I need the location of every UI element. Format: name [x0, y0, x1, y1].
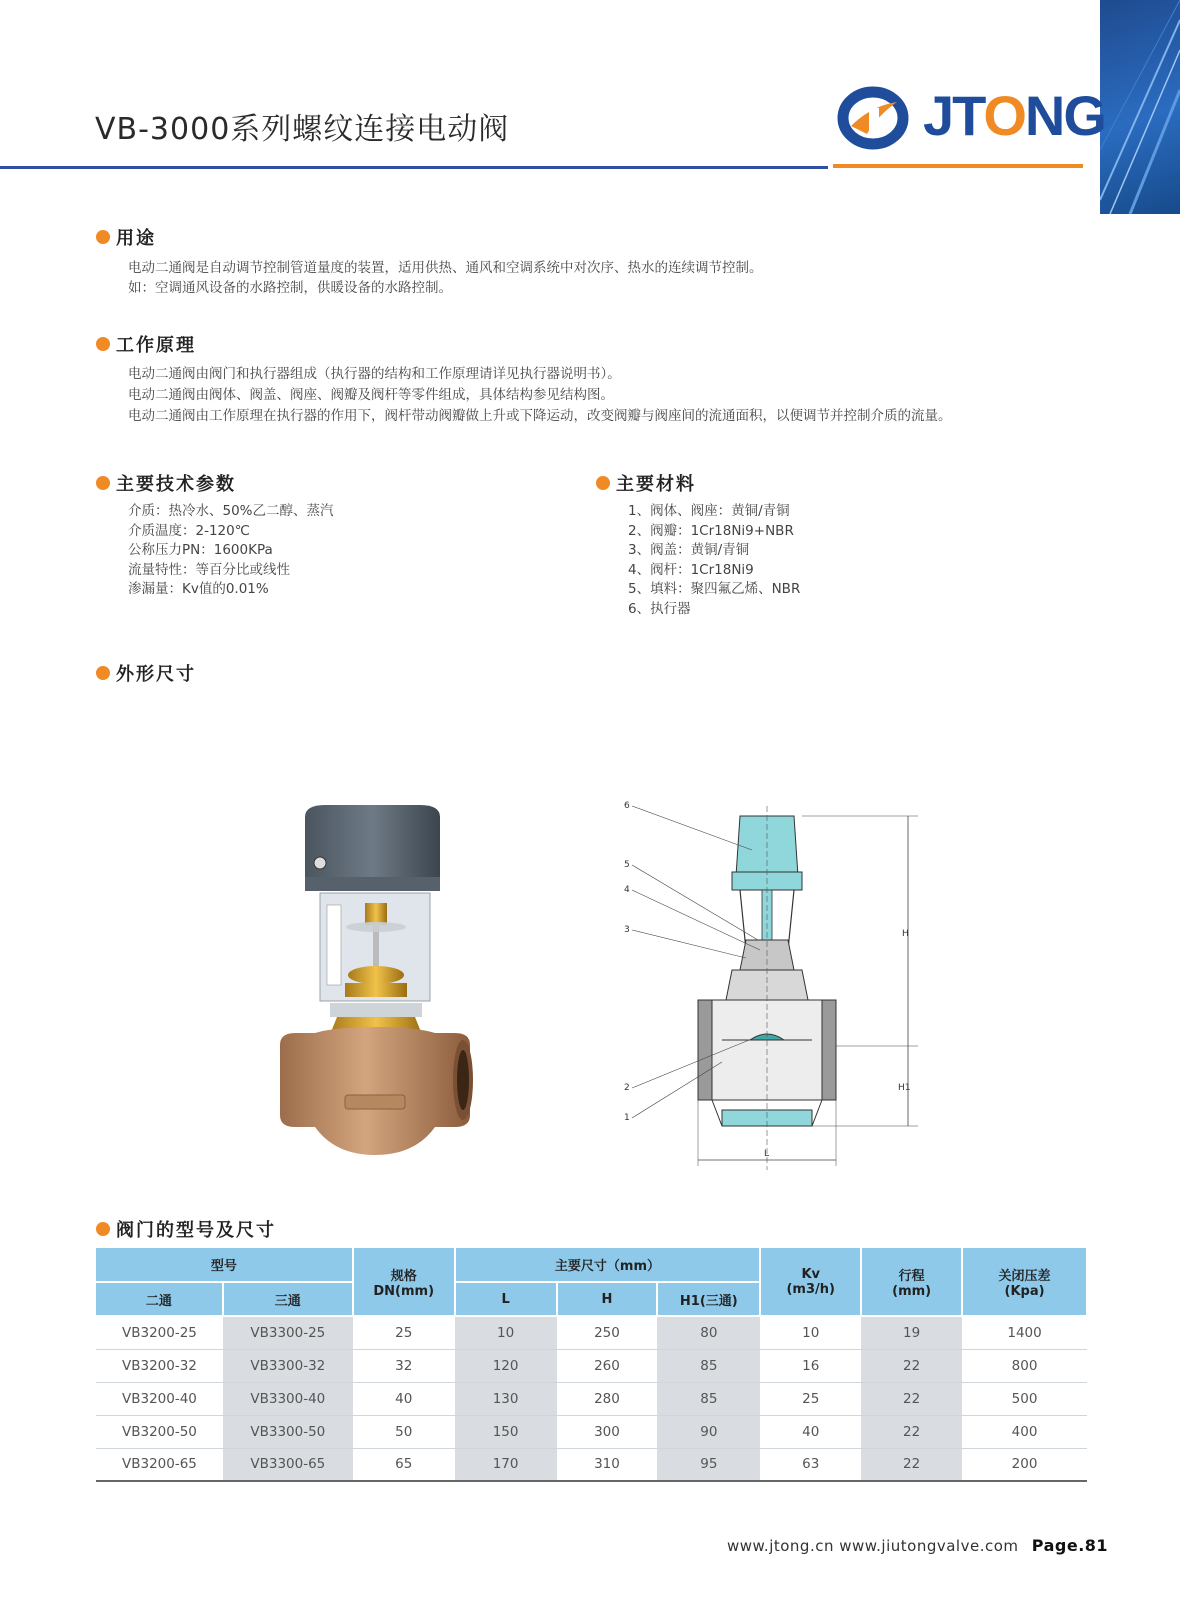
- section-materials: [596, 470, 696, 496]
- tech-item: 渗漏量：Kv值的0.01%: [128, 581, 269, 597]
- callout-6: 6: [624, 801, 630, 811]
- bullet-dot-icon: [96, 1222, 110, 1236]
- section-principle: [96, 331, 196, 357]
- header-rule-orange: [833, 164, 1083, 168]
- bullet-dot-icon: [96, 230, 110, 244]
- th-spec: 规格 DN(mm): [353, 1248, 455, 1316]
- table-row: VB3200-25 VB3300-25 25 10 250 80 10 19 1400: [96, 1316, 1087, 1349]
- th-stroke: 行程 (mm): [861, 1248, 962, 1316]
- section-materials-heading: 主要材料: [616, 474, 696, 495]
- th-l: L: [455, 1282, 557, 1316]
- table-row: VB3200-65 VB3300-65 65 170 310 95 63 22 200: [96, 1448, 1087, 1481]
- section-dimensions: [96, 660, 196, 686]
- table-row: VB3200-50 VB3300-50 50 150 300 90 40 22 400: [96, 1415, 1087, 1448]
- material-item: 2、阀瓣：1Cr18Ni9+NBR: [628, 522, 794, 539]
- material-item: 4、阀杆：1Cr18Ni9: [628, 561, 754, 578]
- page-number: Page.81: [1031, 1536, 1109, 1555]
- dim-label-h1: H1: [898, 1083, 911, 1093]
- section-table-heading: 阀门的型号及尺寸: [116, 1220, 276, 1241]
- table-row: VB3200-32 VB3300-32 32 120 260 85 16 22 800: [96, 1349, 1087, 1382]
- footer-links[interactable]: www.jtong.cn www.jiutongvalve.com: [727, 1537, 1019, 1555]
- principle-line: 电动二通阀由工作原理在执行器的作用下，阀杆带动阀瓣做上升或下降运动，改变阀瓣与阀座间的流通面积，以便调节并控制介质的流量。: [128, 408, 952, 424]
- section-principle-heading: 工作原理: [116, 335, 196, 356]
- material-item: 1、阀体、阀座：黄铜/青铜: [628, 503, 790, 519]
- th-main-dims: 主要尺寸（mm）: [455, 1248, 761, 1282]
- tech-item: 公称压力PN：1600KPa: [128, 542, 273, 558]
- th-three-way: 三通: [223, 1282, 353, 1316]
- page-title: VB-3000系列螺纹连接电动阀: [95, 112, 510, 147]
- dim-label-l: L: [764, 1149, 770, 1159]
- spec-table: [96, 1248, 1088, 1482]
- th-model: 型号: [96, 1248, 353, 1282]
- section-tech: [96, 470, 236, 496]
- bullet-dot-icon: [596, 476, 610, 490]
- th-close-pressure: 关闭压差 (Kpa): [962, 1248, 1087, 1316]
- valve-section-drawing: [622, 800, 942, 1180]
- section-usage: [96, 224, 156, 250]
- valve-product-photo: [275, 805, 485, 1165]
- principle-line: 电动二通阀由阀门和执行器组成（执行器的结构和工作原理请详见执行器说明书）。: [128, 366, 621, 382]
- tech-item: 介质：热冷水、50%乙二醇、蒸汽: [128, 503, 334, 519]
- bullet-dot-icon: [96, 337, 110, 351]
- tech-item: 介质温度：2-120℃: [128, 522, 250, 539]
- callout-5: 5: [624, 860, 630, 870]
- header-rule-blue: [0, 166, 828, 169]
- callout-3: 3: [624, 925, 630, 935]
- corner-decoration: [1100, 0, 1180, 214]
- tech-list: [128, 502, 334, 600]
- material-item: 5、填料：聚四氟乙烯、NBR: [628, 581, 801, 597]
- logo-swirl-icon: [833, 82, 919, 154]
- logo-text-o: O: [983, 84, 1025, 147]
- callout-2: 2: [624, 1083, 630, 1093]
- dim-label-h: H: [902, 929, 909, 939]
- section-tech-heading: 主要技术参数: [116, 474, 236, 495]
- tech-item: 流量特性：等百分比或线性: [128, 561, 290, 578]
- material-item: 3、阀盖：黄铜/青铜: [628, 542, 750, 558]
- principle-line: 电动二通阀由阀体、阀盖、阀座、阀瓣及阀杆等零件组成，具体结构参见结构图。: [128, 387, 614, 403]
- section-dimensions-heading: 外形尺寸: [116, 664, 196, 685]
- th-kv: Kv (m3/h): [760, 1248, 861, 1316]
- th-h: H: [557, 1282, 658, 1316]
- materials-list: [628, 502, 800, 619]
- usage-text: [128, 258, 763, 298]
- footer: [727, 1536, 1108, 1555]
- th-h1: H1(三通): [657, 1282, 760, 1316]
- principle-text: [128, 364, 952, 427]
- section-usage-heading: 用途: [116, 228, 156, 249]
- callout-1: 1: [624, 1113, 630, 1123]
- bullet-dot-icon: [96, 476, 110, 490]
- bullet-dot-icon: [96, 666, 110, 680]
- callout-4: 4: [624, 885, 630, 895]
- logo-text-jt: JT: [923, 84, 984, 147]
- usage-line: 电动二通阀是自动调节控制管道量度的装置，适用供热、通风和空调系统中对次序、热水的连续调节控制。: [128, 260, 763, 276]
- logo-text-ng: NG: [1024, 84, 1105, 147]
- section-table: [96, 1216, 276, 1242]
- jtong-logo: [833, 78, 1105, 158]
- table-row: VB3200-40 VB3300-40 40 130 280 85 25 22 500: [96, 1382, 1087, 1415]
- material-item: 6、执行器: [628, 600, 691, 617]
- th-two-way: 二通: [96, 1282, 223, 1316]
- usage-line: 如：空调通风设备的水路控制，供暖设备的水路控制。: [128, 280, 452, 296]
